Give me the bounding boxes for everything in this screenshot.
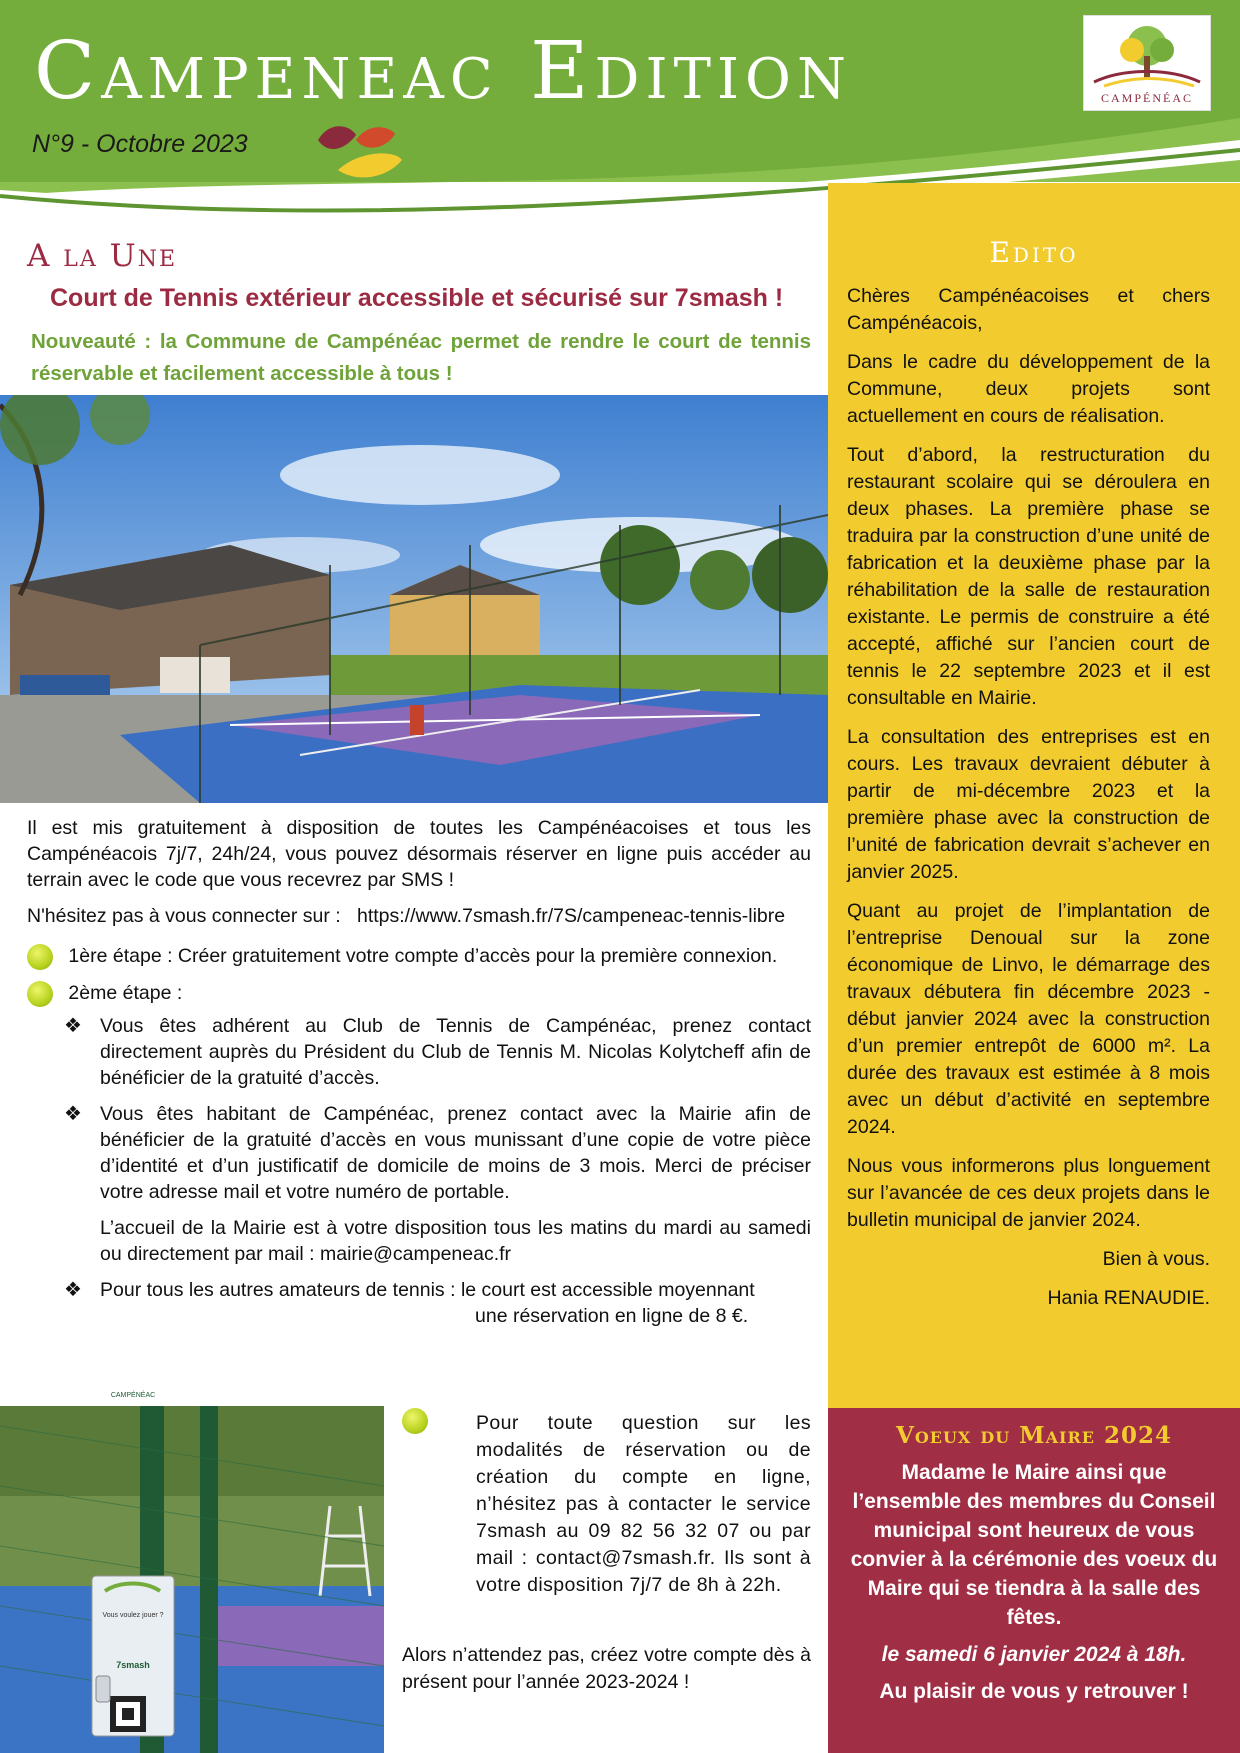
edito-signature: Hania RENAUDIE.	[1047, 1287, 1210, 1309]
voeux-title: Voeux du Maire 2024	[895, 1422, 1173, 1449]
voeux-closing: Au plaisir de vous y retrouver !	[879, 1680, 1189, 1703]
diamond-bullet-icon: ❖	[64, 1014, 82, 1037]
newsletter-title: Campeneac Edition	[34, 24, 852, 117]
edito-paragraph: Tout d’abord, la restructuration du restaurant scolaire qui se déroulera en deux phases. La première phase se traduira par la construction d’une unité de fabrication et la deuxième phase par la réhabilitation de la salle de restauration existante. Le permis de construire a été accepté, affiché sur l’ancien court de tennis le 22 septembre 2023 et il est consultable en Mairie.	[847, 444, 1210, 709]
list-item-text: Pour tous les autres amateurs de tennis : le court est accessible moyennant	[100, 1278, 755, 1301]
edito-closing: Bien à vous.	[1102, 1248, 1210, 1270]
panel-logo-text: CAMPÉNÉAC	[110, 1392, 156, 1399]
list-item-text-cont: une réservation en ligne de 8 €.	[475, 1304, 749, 1327]
7smash-link[interactable]: https://www.7smash.fr/7S/campeneac-tennis-libre	[356, 905, 786, 927]
article-subheadline: Nouveauté : la Commune de Campénéac permet de rendre le court de tennis réservable et facilement accessible à tous !	[31, 330, 811, 385]
panel-brand: 7smash	[116, 1660, 150, 1670]
edito-paragraph: Quant au projet de l’implantation de l’entreprise Denoual sur la zone économique de Linvo, le démarrage des travaux débutera fin décembre 2023 - début janvier 2024 avec la construction d’un premier entrepôt de 6000 m². La durée des travaux est estimée à 8 mois avec un début d’activité en septembre 2024.	[847, 900, 1210, 1138]
call-to-action: Alors n’attendez pas, créez votre compte dès à présent pour l’année 2023-2024 !	[402, 1644, 811, 1693]
diamond-bullet-icon: ❖	[64, 1102, 82, 1125]
step-1-text: 1ère étape : Créer gratuitement votre compte d’accès pour la première connexion.	[68, 945, 778, 967]
voeux-text: Madame le Maire ainsi que l’ensemble des membres du Conseil municipal sont heureux de vous convier à la cérémonie des voeux du Maire qui se tiendra à la salle des fêtes.	[850, 1461, 1218, 1629]
step-1	[27, 943, 811, 970]
tennis-court-photo	[0, 395, 828, 803]
article-headline: Court de Tennis extérieur accessible et sécurisé sur 7smash !	[50, 284, 784, 312]
commune-logo	[1083, 15, 1211, 111]
contact-info: Pour toute question sur les modalités de réservation ou de création du compte en ligne, n’hésitez pas à contacter le service 7smash au 09 82 56 32 07 ou par mail : contact@7smash.fr. Ils sont à votre disposition 7j/7 de 8h à 22h.	[476, 1412, 811, 1596]
step-2-text: 2ème étape :	[68, 981, 183, 1004]
edito-paragraph: Dans le cadre du développement de la Commune, deux projets sont actuellement en cours de réalisation.	[847, 351, 1210, 427]
list-item-text: Vous êtes adhérent au Club de Tennis de Campénéac, prenez contact directement auprès du Président du Club de Tennis M. Nicolas Kolytcheff afin de bénéficier de la gratuité d’accès.	[100, 1014, 811, 1089]
list-item	[27, 1277, 811, 1329]
diamond-bullet-icon: ❖	[64, 1278, 82, 1301]
list-item-text: Vous êtes habitant de Campénéac, prenez contact avec la Mairie afin de bénéficier de la gratuité d’accès en vous munissant d’une copie de votre pièce d’identité et d’un justificatif de domicile de moins de 3 mois. Merci de préciser votre adresse mail et votre numéro de portable.	[100, 1102, 811, 1203]
list-item	[27, 1013, 811, 1091]
article-intro: Il est mis gratuitement à disposition de toutes les Campénéacoises et tous les Campénéacois 7j/7, 24h/24, vous pouvez désormais réserver en ligne puis accéder au terrain avec le code que vous recevrez par SMS !	[27, 817, 811, 891]
logo-wordmark: CAMPÉNÉAC	[1100, 91, 1193, 105]
edito-body	[847, 283, 1210, 1324]
edito-paragraph: Nous vous informerons plus longuement sur l’avancée de ces deux projets dans le bulletin municipal de janvier 2024.	[847, 1155, 1210, 1231]
tennis-ball-icon	[27, 944, 53, 970]
section-title: A la Une	[27, 238, 178, 274]
voeux-date: le samedi 6 janvier 2024 à 18h.	[881, 1643, 1187, 1666]
step-2-list	[27, 1013, 811, 1205]
connect-line	[27, 903, 811, 929]
edito-paragraph: La consultation des entreprises est en cours. Les travaux devraient débuter à partir de mi-décembre 2023 et la première phase avec la construction de l’unité de fabrication devrait s’achever en janvier 2025.	[847, 726, 1210, 883]
edito-title: Edito	[989, 236, 1079, 269]
issue-number: N°9 - Octobre 2023	[32, 130, 248, 158]
tennis-ball-icon	[402, 1408, 428, 1434]
step-2	[27, 980, 811, 1007]
tennis-ball-icon	[27, 981, 53, 1007]
article-body	[27, 815, 811, 1339]
edito-paragraph: Chères Campénéacoises et chers Campénéacois,	[847, 285, 1210, 334]
panel-caption: Vous voulez jouer ?	[102, 1612, 164, 1619]
connect-text: N'hésitez pas à vous connecter sur :	[27, 905, 341, 927]
voeux-body	[848, 1458, 1220, 1714]
other-players-list	[27, 1277, 811, 1329]
court-access-photo	[0, 1406, 384, 1753]
accueil-text: L’accueil de la Mairie est à votre disposition tous les matins du mardi au samedi ou directement par mail : mairie@campeneac.fr	[100, 1216, 811, 1265]
list-item	[27, 1101, 811, 1205]
